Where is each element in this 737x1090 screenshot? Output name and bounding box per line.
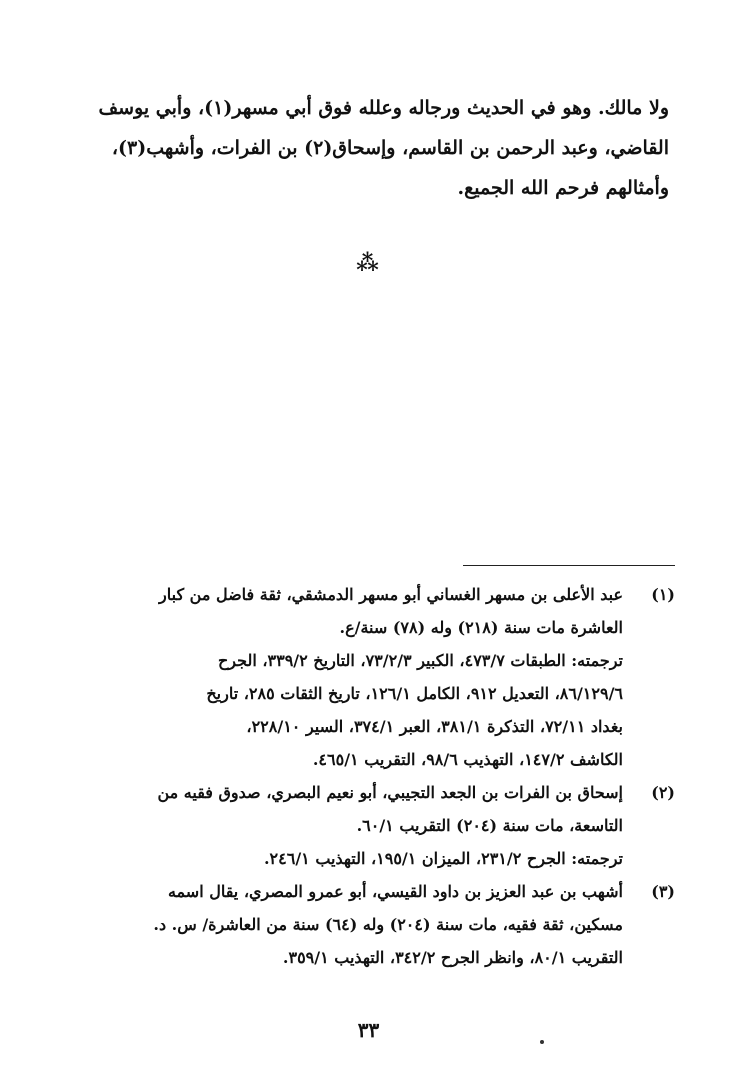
footnote-3 [60,875,675,974]
footnote-line: العاشرة مات سنة (٢١٨) وله (٧٨) سنة/ع. [339,618,623,637]
page-number: ٣٣ [357,1018,380,1042]
footnote-line: مسكين، ثقة فقيه، مات سنة (٢٠٤) وله (٦٤) سنة من العاشرة/ س. د. [153,915,623,934]
footnote-number: (٣) [651,882,675,901]
footnote-2 [60,776,675,875]
footnote-rule [463,565,675,566]
footnotes [60,578,675,974]
body-line: وأمثالهم فرحم الله الجميع. [457,177,669,199]
footnote-line: الكاشف ١٤٧/٢، التهذيب ٩٨/٦، التقريب ٤٦٥/١. [312,750,623,769]
body-line: ولا مالك. وهو في الحديث ورجاله وعلله فوق أبي مسهر(١)، وأبي يوسف [98,97,669,119]
footnote-1 [60,578,675,776]
footnote-line: التاسعة، مات سنة (٢٠٤) التقريب ٦٠/١. [356,816,623,835]
footnote-line: ترجمته: الجرح ٢٣١/٢، الميزان ١٩٥/١، التهذيب ٢٤٦/١. [263,849,623,868]
section-separator: ⁂ [356,250,381,276]
footnote-line: ٨٦/١٢٩/٦، التعديل ٩١٢، الكامل ١٢٦/١، تاريخ الثقات ٢٨٥، تاريخ [206,684,623,703]
body-line: القاضي، وعبد الرحمن بن القاسم، وإسحاق(٢) بن الفرات، وأشهب(٣)، [111,137,669,159]
footnote-number: (٢) [651,783,675,802]
footnote-line: بغداد ٧٢/١١، التذكرة ٣٨١/١، العبر ٣٧٤/١، السير ٢٢٨/١٠، [246,717,623,736]
footnote-body [60,875,623,974]
main-text [69,88,669,208]
footnote-line: ترجمته: الطبقات ٤٧٣/٧، الكبير ٧٣/٢/٣، التاريخ ٣٣٩/٢، الجرح [217,651,623,670]
footnote-line: أشهب بن عبد العزيز بن داود القيسي، أبو عمرو المصري، يقال اسمه [167,882,623,901]
footnote-line: إسحاق بن الفرات بن الجعد التجيبي، أبو نعيم البصري، صدوق فقيه من [157,783,623,802]
footnote-number: (١) [651,585,675,604]
footnote-body [60,776,623,875]
footnote-line: عبد الأعلى بن مسهر الغساني أبو مسهر الدمشقي، ثقة فاضل من كبار [159,585,623,604]
footnote-line: التقريب ٨٠/١، وانظر الجرح ٣٤٢/٢، التهذيب ٣٥٩/١. [282,948,623,967]
print-speck [540,1040,544,1044]
footnote-body [60,578,623,776]
